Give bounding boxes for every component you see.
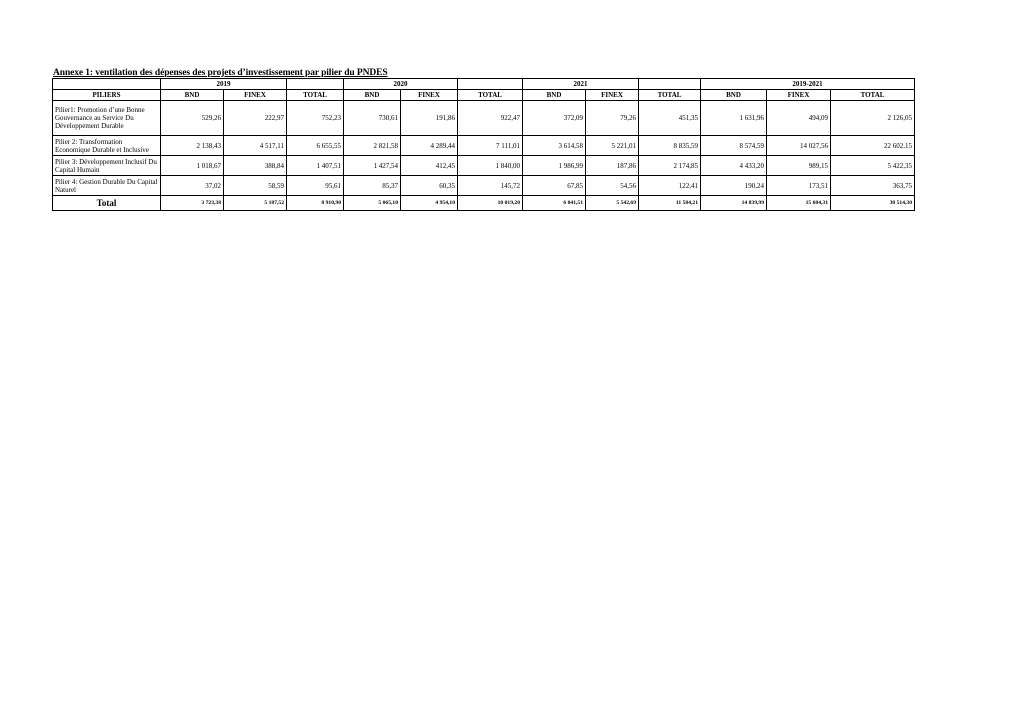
table-row-pilier-2 [53,136,915,156]
cell-value: 922,47 [458,101,523,136]
cell-value: 412,45 [401,156,458,176]
cell-value: 4 289,44 [401,136,458,156]
total-value: 10 019,20 [458,196,523,211]
pillar-label: Pilier1: Promotion d’une Bonne Gouvernance au Service Du Développement Durable [53,101,161,136]
column-header-piliers: PILIERS [53,90,161,101]
table-row-pilier-1 [53,101,915,136]
cell-value: 2 126,05 [831,101,915,136]
total-value: 3 723,38 [161,196,224,211]
total-value: 30 514,30 [831,196,915,211]
cell-value: 37,02 [161,176,224,196]
cell-value: 191,86 [401,101,458,136]
total-value: 5 542,69 [586,196,639,211]
cell-value: 494,09 [767,101,831,136]
cell-value: 4 433,20 [701,156,767,176]
cell-value: 122,41 [639,176,701,196]
cell-value: 79,26 [586,101,639,136]
total-value: 11 584,21 [639,196,701,211]
table-row-pilier-4 [53,176,915,196]
year-header-spacer [458,79,523,90]
year-header-blank [53,79,161,90]
total-value: 8 910,90 [287,196,344,211]
total-value: 4 954,10 [401,196,458,211]
cell-value: 190,24 [701,176,767,196]
column-header-finex: FINEX [401,90,458,101]
cell-value: 8 574,59 [701,136,767,156]
year-header-row [53,79,915,90]
column-header-finex: FINEX [767,90,831,101]
cell-value: 54,56 [586,176,639,196]
total-value: 5 187,52 [224,196,287,211]
column-header-total: TOTAL [831,90,915,101]
total-value: 14 839,99 [701,196,767,211]
cell-value: 173,51 [767,176,831,196]
total-value: 6 041,51 [523,196,586,211]
cell-value: 14 027,56 [767,136,831,156]
column-header-total: TOTAL [639,90,701,101]
cell-value: 8 835,59 [639,136,701,156]
cell-value: 58,59 [224,176,287,196]
year-header-2019: 2019 [161,79,287,90]
column-header-finex: FINEX [586,90,639,101]
total-value: 15 684,31 [767,196,831,211]
column-header-finex: FINEX [224,90,287,101]
pillar-label: Pilier 2: Transformation Economique Durable et Inclusive [53,136,161,156]
cell-value: 6 655,55 [287,136,344,156]
table-row-pilier-3 [53,156,915,176]
pillar-label: Pilier 4: Gestion Durable Du Capital Naturel [53,176,161,196]
total-label: Total [53,196,161,211]
cell-value: 1 631,96 [701,101,767,136]
cell-value: 451,35 [639,101,701,136]
table-row-total [53,196,915,211]
cell-value: 5 422,35 [831,156,915,176]
cell-value: 95,61 [287,176,344,196]
year-header-2021: 2021 [523,79,639,90]
year-header-2019-2021: 2019-2021 [701,79,915,90]
column-header-bnd: BND [523,90,586,101]
column-header-bnd: BND [701,90,767,101]
column-header-bnd: BND [161,90,224,101]
cell-value: 2 174,85 [639,156,701,176]
column-header-total: TOTAL [458,90,523,101]
cell-value: 85,37 [344,176,401,196]
cell-value: 7 111,01 [458,136,523,156]
document-caption: Annexe 1: ventilation des dépenses des projets d’investissement par pilier du PNDES [53,68,388,78]
pillar-label: Pilier 3: Développement Inclusif Du Capital Humain [53,156,161,176]
year-header-spacer [639,79,701,90]
cell-value: 1 427,54 [344,156,401,176]
cell-value: 1 986,99 [523,156,586,176]
cell-value: 363,75 [831,176,915,196]
cell-value: 529,26 [161,101,224,136]
cell-value: 372,09 [523,101,586,136]
cell-value: 60,35 [401,176,458,196]
column-header-bnd: BND [344,90,401,101]
cell-value: 2 138,43 [161,136,224,156]
cell-value: 3 614,58 [523,136,586,156]
cell-value: 22 602,15 [831,136,915,156]
column-header-total: TOTAL [287,90,344,101]
cell-value: 989,15 [767,156,831,176]
cell-value: 145,72 [458,176,523,196]
cell-value: 4 517,11 [224,136,287,156]
cell-value: 388,84 [224,156,287,176]
investment-table [52,78,915,211]
column-header-row [53,90,915,101]
cell-value: 5 221,01 [586,136,639,156]
cell-value: 1 407,51 [287,156,344,176]
cell-value: 2 821,58 [344,136,401,156]
year-header-spacer [287,79,344,90]
cell-value: 67,85 [523,176,586,196]
total-value: 5 065,10 [344,196,401,211]
year-header-2020: 2020 [344,79,458,90]
cell-value: 752,23 [287,101,344,136]
cell-value: 187,86 [586,156,639,176]
cell-value: 222,97 [224,101,287,136]
cell-value: 730,61 [344,101,401,136]
cell-value: 1 840,00 [458,156,523,176]
cell-value: 1 018,67 [161,156,224,176]
